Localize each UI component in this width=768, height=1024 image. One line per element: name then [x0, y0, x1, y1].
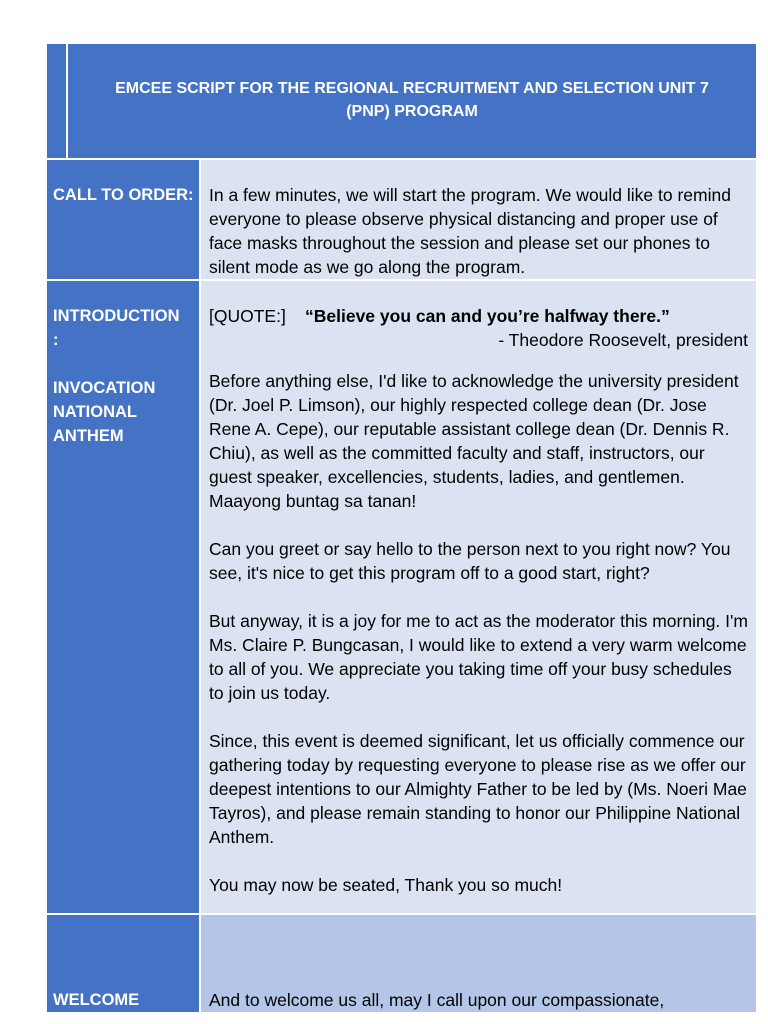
introduction-label-colon: : — [53, 331, 59, 349]
emcee-script-table — [47, 44, 756, 1012]
quote-line — [209, 304, 748, 328]
introduction-label: INTRODUCTION — [53, 307, 180, 325]
call-to-order-label: CALL TO ORDER: — [47, 159, 200, 280]
national-label: NATIONAL — [53, 403, 138, 421]
intro-paragraph-2: Can you greet or say hello to the person next to you right now? You see, it's nice to get this program off to a good start, right? — [209, 539, 731, 583]
call-to-order-text: In a few minutes, we will start the program. We would like to remind everyone to please observe physical distancing and proper use of face masks throughout the session and please set our phones to silent mode as we go along the program. — [200, 159, 756, 280]
title-line-2: (PNP) PROGRAM — [346, 103, 478, 120]
introduction-row — [47, 280, 756, 914]
intro-paragraph-5: You may now be seated, Thank you so much! — [209, 875, 563, 895]
quote-text: “Believe you can and you’re halfway there.” — [305, 306, 670, 326]
quote-author: - Theodore Roosevelt, president — [498, 330, 748, 350]
invocation-label: INVOCATION — [53, 379, 156, 397]
welcome-row — [47, 914, 756, 1012]
intro-paragraph-1: Before anything else, I'd like to acknowledge the university president (Dr. Joel P. Limson), our highly respected college dean (Dr. Jose Rene A. Cepe), our reputable assistant college dean (Dr. Dennis R. Chiu), as well as the committed faculty and staff, instructors, our guest speaker, excellencies, students, ladies, and gentlemen. Maayong buntag sa tanan! — [209, 371, 739, 511]
anthem-label: ANTHEM — [53, 427, 124, 445]
header-row — [47, 44, 756, 159]
welcome-label: WELCOME — [47, 914, 200, 1012]
call-to-order-row — [47, 159, 756, 280]
title-line-1: EMCEE SCRIPT FOR THE REGIONAL RECRUITMENT AND SELECTION UNIT 7 — [115, 80, 709, 97]
welcome-text: And to welcome us all, may I call upon our compassionate, — [200, 914, 756, 1012]
quote-marker: [QUOTE:] — [209, 306, 286, 326]
introduction-text-cell — [200, 280, 756, 914]
introduction-label-cell — [47, 280, 200, 914]
header-stub-cell — [47, 44, 67, 159]
document-title — [67, 44, 756, 159]
intro-paragraph-4: Since, this event is deemed significant, let us officially commence our gathering today by requesting everyone to please rise as we offer our deepest intentions to our Almighty Father to be led by (Ms. Noeri Mae Tayros), and please remain standing to honor our Philippine National Anthem. — [209, 731, 747, 847]
intro-paragraph-3: But anyway, it is a joy for me to act as the moderator this morning. I'm Ms. Claire P. Bungcasan, I would like to extend a very warm welcome to all of you. We appreciate you taking time off your busy schedules to join us today. — [209, 611, 748, 703]
